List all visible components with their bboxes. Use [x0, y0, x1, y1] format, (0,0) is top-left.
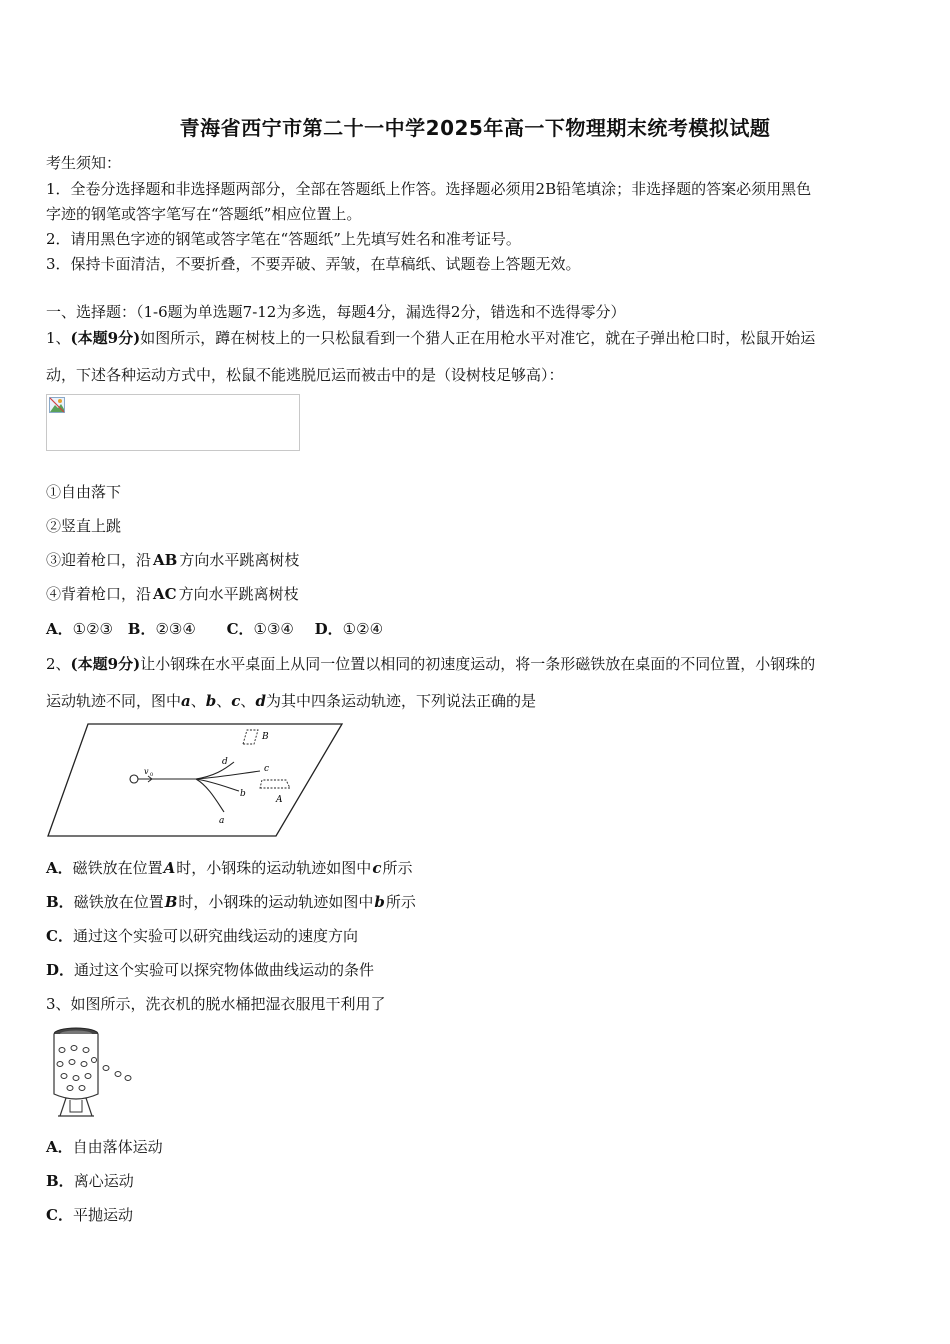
question-tag: (本题9分): [70, 655, 141, 673]
question-3-option: C．平抛运动: [46, 1206, 133, 1224]
trajectory-b: [196, 779, 239, 791]
option: B．②③④: [127, 620, 196, 638]
question-3-option: B．离心运动: [46, 1172, 134, 1190]
option: A．①②③: [46, 620, 113, 638]
magnet-position-A: [260, 780, 290, 788]
question-1-line2: 动，下述各种运动方式中，松鼠不能逃脱厄运而被击中的是（设树枝足够高）：: [46, 366, 564, 384]
svg-text:0: 0: [150, 772, 154, 778]
magnet-position-B: [243, 730, 258, 744]
notice-item: 1．全卷分选择题和非选择题两部分，全部在答题纸上作答。选择题必须用2B铅笔填涂；非选择题的答案必须用黑色: [46, 180, 812, 198]
question-1-line1: [46, 327, 815, 348]
question-2-line1: [46, 653, 815, 674]
question-number: 1、: [46, 329, 71, 347]
list-item: ①自由落下: [46, 483, 122, 501]
question-number: 2、: [46, 655, 71, 673]
question-3-option: A．自由落体运动: [46, 1138, 163, 1156]
label-c: c: [264, 764, 270, 774]
label-B: B: [262, 732, 269, 742]
page-title: 青海省西宁市第二十一中学2025年高一下物理期末统考模拟试题: [179, 116, 771, 140]
question-2-option: D．通过这个实验可以探究物体做曲线运动的条件: [46, 961, 375, 979]
list-item: ③迎着枪口，沿 AB 方向水平跳离树枝: [46, 551, 300, 569]
section-heading: 一、选择题：（1-6题为单选题7-12为多选，每题4分，漏选得2分，错选和不选得零分）: [46, 303, 626, 321]
magnet-trajectory-figure: [46, 722, 346, 840]
notice-heading: 考生须知：: [46, 154, 122, 172]
question-2-line2: 运动轨迹不同，图中a、b、c、d为其中四条运动轨迹，下列说法正确的是: [46, 692, 536, 710]
question-2-option: B．磁铁放在位置B时，小钢珠的运动轨迹如图中b所示: [46, 893, 416, 911]
label-a: a: [219, 816, 225, 826]
question-2-option: A．磁铁放在位置A时，小钢珠的运动轨迹如图中c所示: [46, 859, 413, 877]
option: C．①③④: [226, 620, 294, 638]
list-item: ②竖直上跳: [46, 517, 122, 535]
label-A: A: [276, 795, 283, 805]
notice-item: 2．请用黑色字迹的钢笔或答字笔在“答题纸”上先填写姓名和准考证号。: [46, 230, 521, 248]
option: D．①②④: [314, 620, 384, 638]
question-3-text: 3、如图所示，洗衣机的脱水桶把湿衣服甩干利用了: [46, 995, 386, 1013]
v0-label: v: [144, 767, 149, 776]
label-d: d: [222, 757, 228, 767]
trajectory-c: [196, 771, 260, 779]
trajectory-a: [196, 779, 224, 812]
tabletop-outline: [48, 724, 342, 836]
question-text: 如图所示，蹲在树枝上的一只松鼠看到一个猎人正在用枪水平对准它，就在子弹出枪口时，松鼠开始运: [140, 329, 816, 347]
broken-image-icon: [49, 397, 65, 413]
question-2-option: C．通过这个实验可以研究曲线运动的速度方向: [46, 927, 358, 945]
label-b: b: [240, 789, 246, 799]
notice-item: 字迹的钢笔或答字笔写在“答题纸”相应位置上。: [46, 205, 362, 223]
question-tag: (本题9分): [70, 329, 141, 347]
notice-item: 3．保持卡面清洁，不要折叠，不要弄破、弄皱，在草稿纸、试题卷上答题无效。: [46, 255, 581, 273]
spin-dryer-figure: [46, 1024, 138, 1120]
trajectory-d: [196, 762, 234, 779]
question-1-options: [46, 618, 383, 639]
list-item: ④背着枪口，沿 AC 方向水平跳离树枝: [46, 585, 299, 603]
broken-image-placeholder: [46, 394, 300, 451]
steel-ball: [130, 775, 138, 783]
question-text: 让小钢珠在水平桌面上从同一位置以相同的初速度运动，将一条形磁铁放在桌面的不同位置，小钢珠的: [140, 655, 816, 673]
